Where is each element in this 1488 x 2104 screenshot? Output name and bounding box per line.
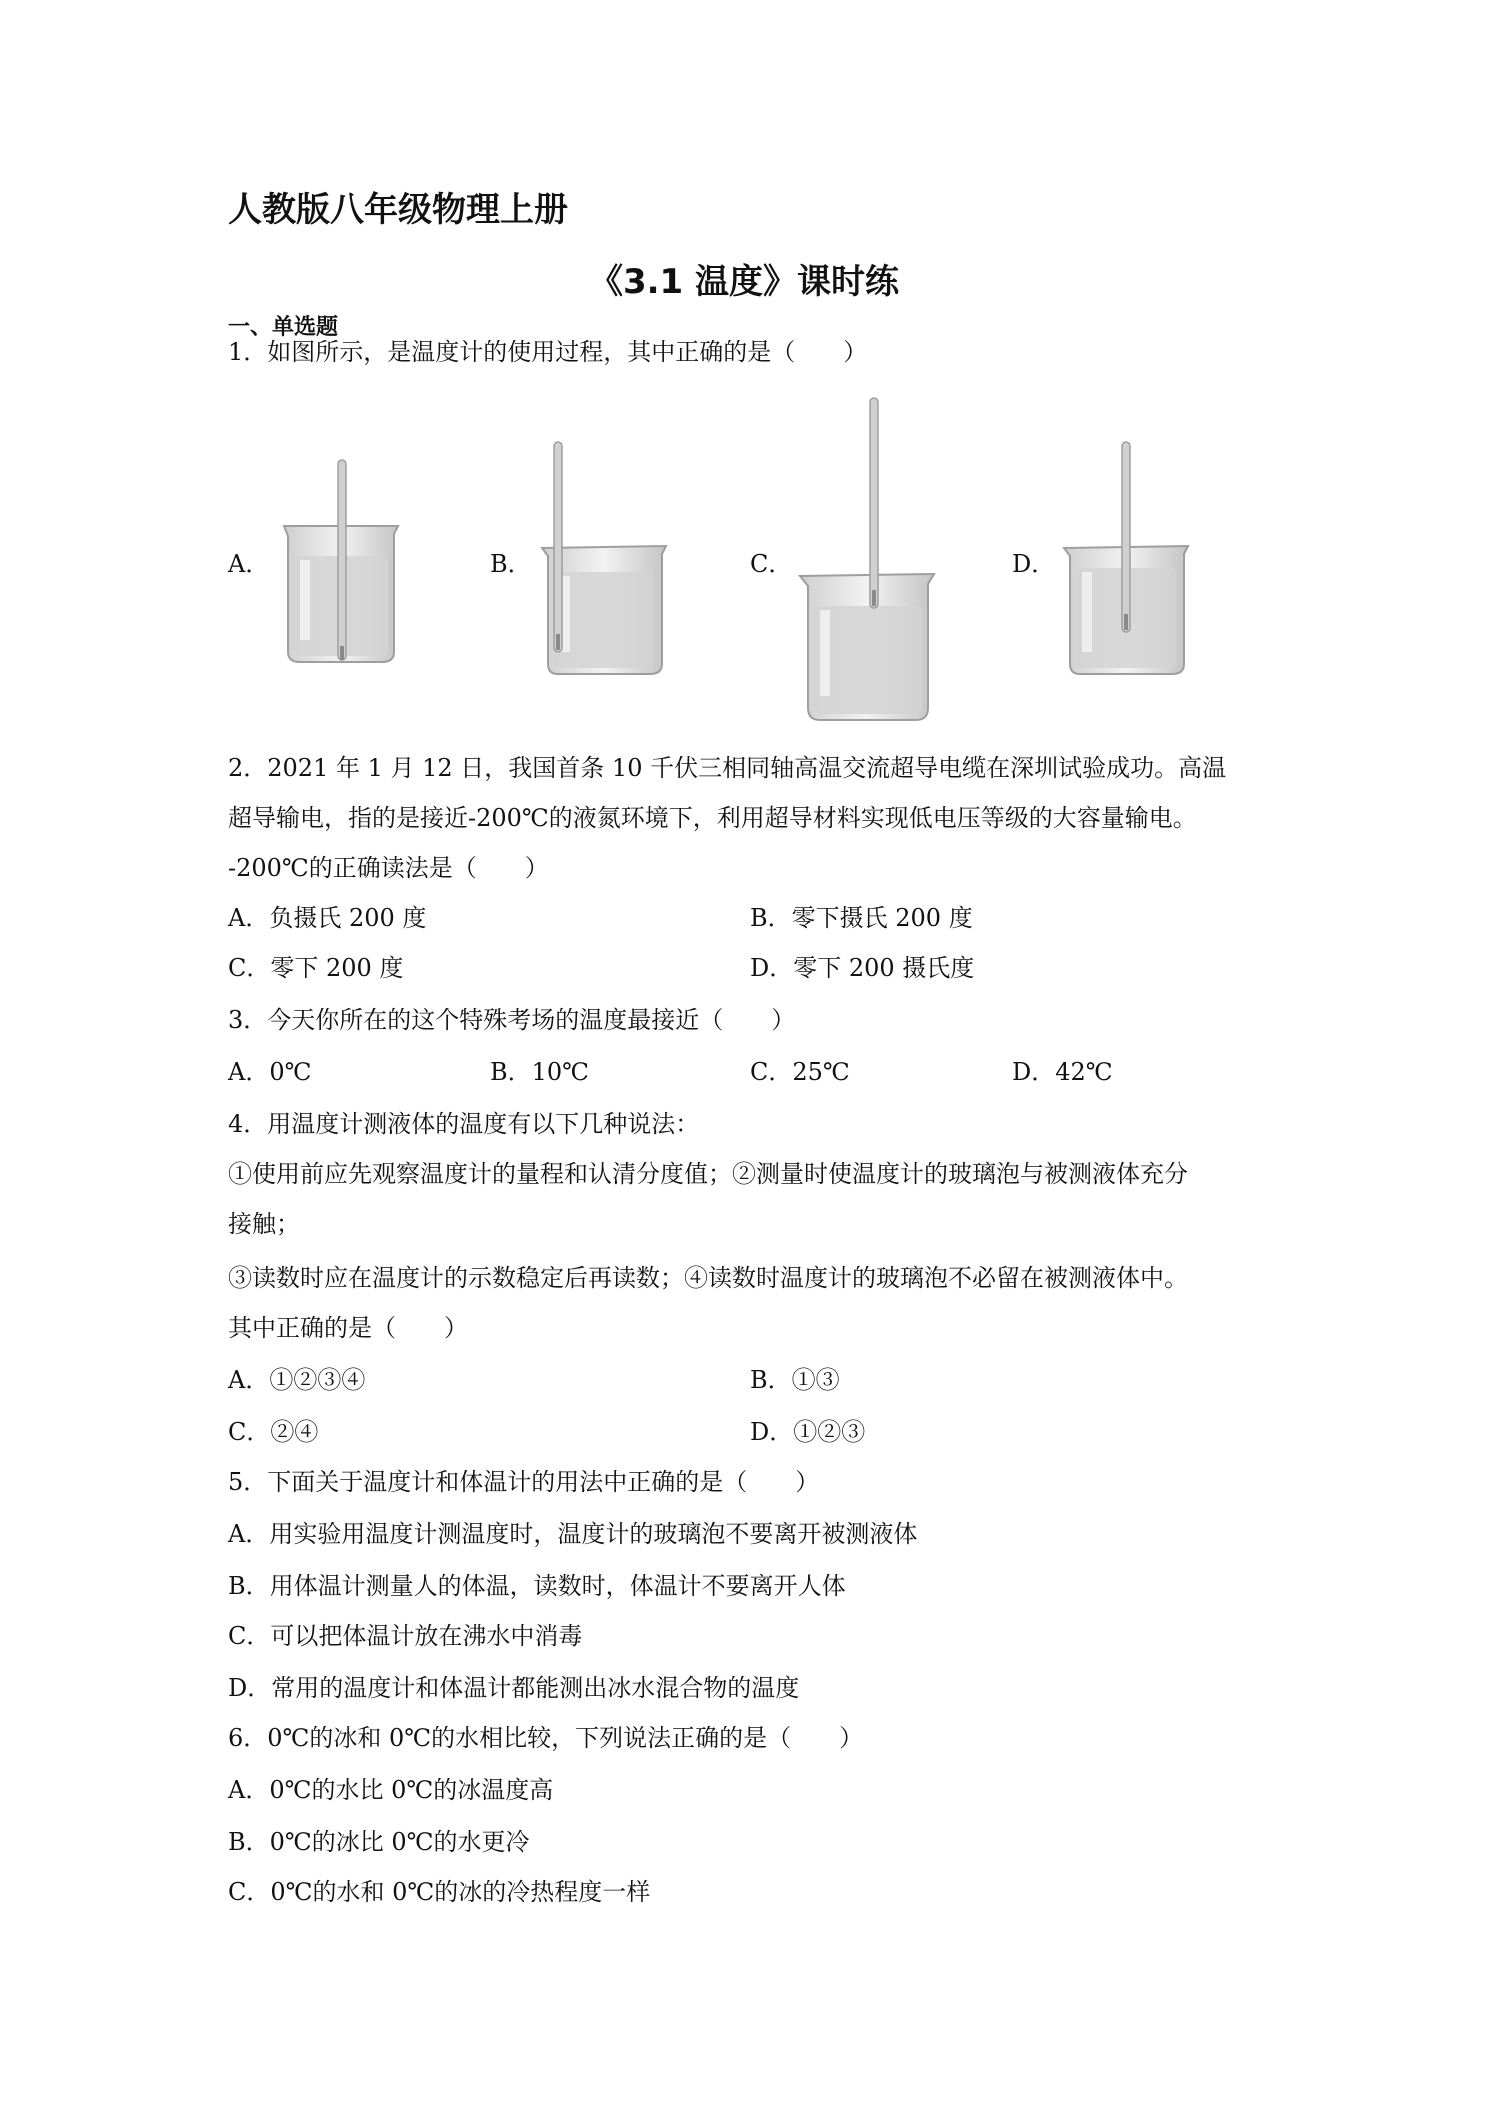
question-3-stem: 3．今天你所在的这个特殊考场的温度最接近（ ）	[228, 1006, 796, 1034]
q2-option-b: B．零下摄氏 200 度	[750, 904, 973, 932]
question-4-line-2: ①使用前应先观察温度计的量程和认清分度值；②测量时使温度计的玻璃泡与被测液体充分	[228, 1160, 1188, 1188]
q2-option-d: D．零下 200 摄氏度	[750, 954, 975, 982]
question-2-line-1: 2．2021 年 1 月 12 日，我国首条 10 千伏三相同轴高温交流超导电缆在深圳试验成功。高温	[228, 754, 1227, 782]
q2-option-a: A．负摄氏 200 度	[228, 904, 427, 932]
q2-option-c: C．零下 200 度	[228, 954, 404, 982]
question-4-line-1: 4．用温度计测液体的温度有以下几种说法：	[228, 1110, 700, 1138]
question-5-stem: 5．下面关于温度计和体温计的用法中正确的是（ ）	[228, 1468, 820, 1496]
beaker-a-figure	[278, 456, 408, 666]
q4-option-d: D．①②③	[750, 1418, 866, 1446]
q6-option-a: A．0℃的水比 0℃的冰温度高	[228, 1776, 554, 1804]
question-4-line-3: 接触；	[228, 1210, 300, 1238]
q6-option-b: B．0℃的冰比 0℃的水更冷	[228, 1828, 530, 1856]
question-4-line-4: ③读数时应在温度计的示数稳定后再读数；④读数时温度计的玻璃泡不必留在被测液体中。	[228, 1264, 1188, 1292]
q1-option-a-label: A．	[228, 550, 270, 578]
question-2-line-2: 超导输电，指的是接近-200℃的液氮环境下，利用超导材料实现低电压等级的大容量输电。	[228, 804, 1197, 832]
document-title: 人教版八年级物理上册	[228, 190, 568, 230]
q5-option-d: D．常用的温度计和体温计都能测出冰水混合物的温度	[228, 1674, 800, 1702]
q1-option-d-label: D．	[1012, 550, 1056, 578]
q4-option-c: C．②④	[228, 1418, 319, 1446]
q3-option-b: B．10℃	[490, 1058, 590, 1086]
q5-option-c: C．可以把体温计放在沸水中消毒	[228, 1622, 583, 1650]
document-subtitle: 《3.1 温度》课时练	[588, 262, 900, 302]
beaker-b-figure	[540, 438, 670, 678]
q1-option-b-label: B．	[490, 550, 532, 578]
beaker-d-figure	[1062, 438, 1192, 678]
question-2-line-3: -200℃的正确读法是（ ）	[228, 854, 549, 882]
q3-option-c: C．25℃	[750, 1058, 850, 1086]
q3-option-a: A．0℃	[228, 1058, 312, 1086]
question-4-line-5: 其中正确的是（ ）	[228, 1314, 468, 1342]
question-6-stem: 6．0℃的冰和 0℃的水相比较，下列说法正确的是（ ）	[228, 1724, 864, 1752]
question-1-stem: 1．如图所示，是温度计的使用过程，其中正确的是（ ）	[228, 338, 868, 366]
q4-option-a: A．①②③④	[228, 1366, 366, 1394]
beaker-c-figure	[798, 396, 938, 726]
q4-option-b: B．①③	[750, 1366, 840, 1394]
q5-option-b: B．用体温计测量人的体温，读数时，体温计不要离开人体	[228, 1572, 846, 1600]
q6-option-c: C．0℃的水和 0℃的冰的冷热程度一样	[228, 1878, 651, 1906]
q1-option-c-label: C．	[750, 550, 793, 578]
q3-option-d: D．42℃	[1012, 1058, 1113, 1086]
q5-option-a: A．用实验用温度计测温度时，温度计的玻璃泡不要离开被测液体	[228, 1520, 918, 1548]
section-heading: 一、单选题	[228, 315, 339, 340]
